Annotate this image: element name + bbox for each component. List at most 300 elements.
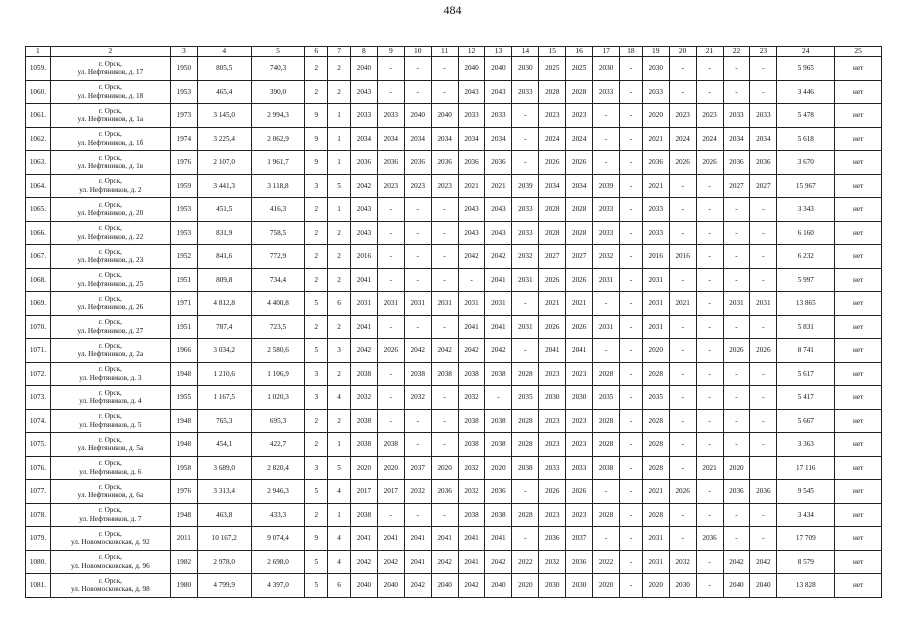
work-year-cell: 2030 <box>539 386 566 410</box>
table-row <box>26 433 882 457</box>
column-number-20: 20 <box>669 47 696 57</box>
work-year-cell: 2040 <box>431 574 458 598</box>
address-cell <box>50 198 170 222</box>
total-cost: 5 617 <box>777 362 835 386</box>
work-year-cell: 2035 <box>512 386 539 410</box>
work-year-cell: 2036 <box>485 480 512 504</box>
address-street: ул. Нефтяников, д. 2 <box>79 185 142 194</box>
work-year-cell: - <box>404 245 431 269</box>
work-year-cell: 2040 <box>750 574 777 598</box>
work-year-cell: - <box>696 245 723 269</box>
work-year-cell: - <box>431 245 458 269</box>
row-number: 1079. <box>26 527 51 551</box>
work-year-cell: 2038 <box>458 433 485 457</box>
floors: 2 <box>305 315 328 339</box>
row-number: 1068. <box>26 268 51 292</box>
work-year-cell: 2023 <box>566 362 593 386</box>
build-year: 1952 <box>170 245 197 269</box>
work-year-cell: 2033 <box>350 104 377 128</box>
floors: 2 <box>305 57 328 81</box>
work-year-cell: - <box>669 409 696 433</box>
column-number-4: 4 <box>197 47 251 57</box>
row-number: 1070. <box>26 315 51 339</box>
work-year-cell: - <box>377 386 404 410</box>
work-year-cell: - <box>620 315 643 339</box>
work-year-cell: 2023 <box>539 503 566 527</box>
flag-cell: нет <box>835 104 882 128</box>
work-year-cell: 2025 <box>539 57 566 81</box>
column-number-18: 18 <box>620 47 643 57</box>
row-number: 1069. <box>26 292 51 316</box>
work-year-cell: 2020 <box>485 456 512 480</box>
entrances: 1 <box>328 127 351 151</box>
work-year-cell: 2043 <box>485 221 512 245</box>
build-year: 1973 <box>170 104 197 128</box>
work-year-cell: - <box>750 386 777 410</box>
entrances: 2 <box>328 245 351 269</box>
table-row <box>26 315 882 339</box>
work-year-cell: 2032 <box>404 386 431 410</box>
work-year-cell: 2020 <box>377 456 404 480</box>
work-year-cell: 2028 <box>642 456 669 480</box>
build-year: 1958 <box>170 456 197 480</box>
work-year-cell: - <box>404 57 431 81</box>
floors: 9 <box>305 127 328 151</box>
address-street: ул. Нефтяников, д. 1в <box>77 162 144 171</box>
floors: 2 <box>305 503 328 527</box>
build-year: 1950 <box>170 57 197 81</box>
address-cell <box>50 151 170 175</box>
work-year-cell: 2021 <box>642 480 669 504</box>
build-year: 1976 <box>170 151 197 175</box>
address-cell <box>50 245 170 269</box>
work-year-cell: 2020 <box>642 339 669 363</box>
work-year-cell: 2032 <box>539 550 566 574</box>
address-cell <box>50 480 170 504</box>
work-year-cell: - <box>696 315 723 339</box>
address-city: г. Орск, <box>98 177 122 186</box>
table-body <box>26 57 882 598</box>
work-year-cell: 2033 <box>539 456 566 480</box>
work-year-cell: - <box>696 174 723 198</box>
column-number-17: 17 <box>593 47 620 57</box>
work-year-cell: 2020 <box>723 456 750 480</box>
work-year-cell: 2023 <box>566 104 593 128</box>
floors: 3 <box>305 174 328 198</box>
work-year-cell: - <box>723 57 750 81</box>
table-row <box>26 104 882 128</box>
work-year-cell: 2041 <box>485 527 512 551</box>
address-street: ул. Нефтяников, д. 7 <box>79 514 142 523</box>
address-city: г. Орск, <box>98 83 122 92</box>
work-year-cell: 2031 <box>377 292 404 316</box>
work-year-cell: 2032 <box>593 245 620 269</box>
work-year-cell: - <box>750 245 777 269</box>
total-area: 805,5 <box>197 57 251 81</box>
work-year-cell: - <box>593 527 620 551</box>
work-year-cell: 2040 <box>377 574 404 598</box>
work-year-cell: 2036 <box>404 151 431 175</box>
work-year-cell: 2031 <box>512 268 539 292</box>
work-year-cell: - <box>669 80 696 104</box>
work-year-cell: - <box>620 362 643 386</box>
living-area: 734,4 <box>251 268 305 292</box>
work-year-cell: 2043 <box>458 80 485 104</box>
work-year-cell: 2042 <box>350 174 377 198</box>
work-year-cell: - <box>723 527 750 551</box>
flag-cell: нет <box>835 456 882 480</box>
work-year-cell: - <box>377 245 404 269</box>
row-number: 1080. <box>26 550 51 574</box>
address-city: г. Орск, <box>98 388 122 397</box>
build-year: 1974 <box>170 127 197 151</box>
work-year-cell: 2022 <box>512 550 539 574</box>
work-year-cell: 2043 <box>458 198 485 222</box>
work-year-cell: 2036 <box>642 151 669 175</box>
flag-cell: нет <box>835 480 882 504</box>
table-row <box>26 480 882 504</box>
work-year-cell: 2032 <box>458 480 485 504</box>
total-area: 451,5 <box>197 198 251 222</box>
address-cell <box>50 574 170 598</box>
work-year-cell: 2033 <box>593 221 620 245</box>
flag-cell: нет <box>835 80 882 104</box>
work-year-cell: - <box>593 127 620 151</box>
address-street: ул. Нефтяников, д. 25 <box>77 279 144 288</box>
column-number-9: 9 <box>377 47 404 57</box>
work-year-cell: 2028 <box>566 221 593 245</box>
work-year-cell: 2036 <box>377 151 404 175</box>
work-year-cell: - <box>620 57 643 81</box>
work-year-cell: 2038 <box>350 362 377 386</box>
work-year-cell: 2023 <box>539 433 566 457</box>
entrances: 2 <box>328 315 351 339</box>
address-cell <box>50 104 170 128</box>
row-number: 1060. <box>26 80 51 104</box>
living-area: 758,5 <box>251 221 305 245</box>
row-number: 1078. <box>26 503 51 527</box>
work-year-cell: 2023 <box>566 433 593 457</box>
build-year: 1953 <box>170 198 197 222</box>
column-number-24: 24 <box>777 47 835 57</box>
work-year-cell: 2026 <box>566 268 593 292</box>
work-year-cell: 2043 <box>350 198 377 222</box>
living-area: 1 020,3 <box>251 386 305 410</box>
work-year-cell: 2042 <box>723 550 750 574</box>
living-area: 4 397,0 <box>251 574 305 598</box>
address-city: г. Орск, <box>98 59 122 68</box>
work-year-cell: 2032 <box>350 386 377 410</box>
work-year-cell: 2034 <box>377 127 404 151</box>
work-year-cell: - <box>723 268 750 292</box>
work-year-cell: - <box>593 292 620 316</box>
address-street: ул. Нефтяников, д. 17 <box>77 68 144 77</box>
work-year-cell: - <box>669 527 696 551</box>
work-year-cell: 2026 <box>566 315 593 339</box>
address-street: ул. Нефтяников, д. 5а <box>77 444 144 453</box>
work-year-cell: - <box>458 268 485 292</box>
address-street: ул. Нефтяников, д. 23 <box>77 256 144 265</box>
work-year-cell: 2017 <box>350 480 377 504</box>
work-year-cell: - <box>620 527 643 551</box>
row-number: 1064. <box>26 174 51 198</box>
column-number-22: 22 <box>723 47 750 57</box>
work-year-cell: 2033 <box>512 221 539 245</box>
floors: 3 <box>305 456 328 480</box>
work-year-cell: 2030 <box>566 574 593 598</box>
work-year-cell: 2031 <box>642 315 669 339</box>
address-city: г. Орск, <box>98 435 122 444</box>
work-year-cell: - <box>512 527 539 551</box>
work-year-cell: 2032 <box>458 456 485 480</box>
work-year-cell: 2037 <box>566 527 593 551</box>
table-row <box>26 221 882 245</box>
flag-cell: нет <box>835 574 882 598</box>
work-year-cell: 2027 <box>566 245 593 269</box>
work-year-cell: - <box>696 339 723 363</box>
work-year-cell: - <box>431 80 458 104</box>
address-street: ул. Нефтяников, д. 1б <box>77 138 144 147</box>
work-year-cell: - <box>620 80 643 104</box>
work-year-cell: 2040 <box>485 574 512 598</box>
work-year-cell: 2021 <box>458 174 485 198</box>
work-year-cell: - <box>696 268 723 292</box>
living-area: 1 106,9 <box>251 362 305 386</box>
address-street: ул. Нефтяников, д. 26 <box>77 303 144 312</box>
address-street: ул. Нефтяников, д. 20 <box>77 209 144 218</box>
living-area: 2 580,6 <box>251 339 305 363</box>
work-year-cell: 2031 <box>642 527 669 551</box>
work-year-cell: 2023 <box>539 104 566 128</box>
address-city: г. Орск, <box>98 459 122 468</box>
work-year-cell: 2026 <box>669 151 696 175</box>
address-cell <box>50 503 170 527</box>
work-year-cell: 2040 <box>404 104 431 128</box>
work-year-cell: - <box>620 174 643 198</box>
work-year-cell: - <box>750 198 777 222</box>
work-year-cell: 2036 <box>431 151 458 175</box>
flag-cell: нет <box>835 245 882 269</box>
work-year-cell: - <box>669 221 696 245</box>
address-cell <box>50 456 170 480</box>
build-year: 1948 <box>170 433 197 457</box>
flag-cell: нет <box>835 151 882 175</box>
work-year-cell: 2026 <box>566 151 593 175</box>
work-year-cell: 2033 <box>642 221 669 245</box>
total-area: 463,8 <box>197 503 251 527</box>
work-year-cell: 2042 <box>350 339 377 363</box>
work-year-cell: - <box>750 362 777 386</box>
work-year-cell: 2028 <box>566 198 593 222</box>
build-year: 1951 <box>170 268 197 292</box>
work-year-cell: 2026 <box>723 339 750 363</box>
floors: 2 <box>305 198 328 222</box>
work-year-cell: 2026 <box>696 151 723 175</box>
work-year-cell: 2040 <box>485 57 512 81</box>
total-cost: 5 618 <box>777 127 835 151</box>
address-street: ул. Нефтяников, д. 6 <box>79 467 142 476</box>
work-year-cell: - <box>696 198 723 222</box>
work-year-cell: - <box>723 221 750 245</box>
column-number-10: 10 <box>404 47 431 57</box>
address-cell <box>50 386 170 410</box>
entrances: 1 <box>328 104 351 128</box>
build-year: 1953 <box>170 221 197 245</box>
work-year-cell: - <box>620 503 643 527</box>
floors: 9 <box>305 104 328 128</box>
column-number-23: 23 <box>750 47 777 57</box>
living-area: 2 698,0 <box>251 550 305 574</box>
floors: 2 <box>305 268 328 292</box>
work-year-cell: - <box>620 339 643 363</box>
build-year: 1951 <box>170 315 197 339</box>
work-year-cell: 2041 <box>350 527 377 551</box>
work-year-cell: 2021 <box>566 292 593 316</box>
work-year-cell: 2033 <box>512 80 539 104</box>
work-year-cell: 2033 <box>377 104 404 128</box>
work-year-cell: - <box>620 409 643 433</box>
work-year-cell: - <box>723 315 750 339</box>
flag-cell: нет <box>835 57 882 81</box>
work-year-cell: 2026 <box>377 339 404 363</box>
build-year: 1966 <box>170 339 197 363</box>
address-cell <box>50 57 170 81</box>
table-row <box>26 574 882 598</box>
work-year-cell: - <box>377 57 404 81</box>
build-year: 2011 <box>170 527 197 551</box>
address-cell <box>50 221 170 245</box>
work-year-cell: 2040 <box>431 104 458 128</box>
build-year: 1955 <box>170 386 197 410</box>
work-year-cell: - <box>431 315 458 339</box>
work-year-cell: 2033 <box>593 198 620 222</box>
work-year-cell: - <box>750 57 777 81</box>
work-year-cell: 2042 <box>350 550 377 574</box>
work-year-cell: - <box>593 104 620 128</box>
work-year-cell: - <box>723 503 750 527</box>
address-cell <box>50 127 170 151</box>
column-number-2: 2 <box>50 47 170 57</box>
floors: 3 <box>305 386 328 410</box>
work-year-cell: - <box>750 409 777 433</box>
work-year-cell: - <box>696 362 723 386</box>
work-year-cell: 2023 <box>404 174 431 198</box>
living-area: 416,3 <box>251 198 305 222</box>
work-year-cell: 2036 <box>431 480 458 504</box>
work-year-cell: - <box>404 503 431 527</box>
work-year-cell: 2023 <box>566 503 593 527</box>
total-cost: 13 865 <box>777 292 835 316</box>
address-cell <box>50 174 170 198</box>
table-row <box>26 339 882 363</box>
work-year-cell: 2037 <box>404 456 431 480</box>
work-year-cell: - <box>696 574 723 598</box>
work-year-cell: - <box>431 386 458 410</box>
work-year-cell: 2023 <box>377 174 404 198</box>
work-year-cell: - <box>593 339 620 363</box>
work-year-cell: 2034 <box>750 127 777 151</box>
total-area: 1 210,6 <box>197 362 251 386</box>
work-year-cell: 2043 <box>458 221 485 245</box>
work-year-cell: - <box>377 503 404 527</box>
address-street: ул. Нефтяников, д. 27 <box>77 326 144 335</box>
total-cost: 17 709 <box>777 527 835 551</box>
work-year-cell: 2041 <box>404 527 431 551</box>
work-year-cell: - <box>377 362 404 386</box>
work-year-cell: 2027 <box>723 174 750 198</box>
entrances: 1 <box>328 433 351 457</box>
column-number-25: 25 <box>835 47 882 57</box>
work-year-cell: 2036 <box>458 151 485 175</box>
table-row <box>26 503 882 527</box>
work-year-cell: 2036 <box>750 151 777 175</box>
column-number-1: 1 <box>26 47 51 57</box>
floors: 5 <box>305 574 328 598</box>
total-cost: 5 417 <box>777 386 835 410</box>
column-number-11: 11 <box>431 47 458 57</box>
table-row <box>26 527 882 551</box>
work-year-cell: 2038 <box>431 362 458 386</box>
work-year-cell: - <box>512 480 539 504</box>
work-year-cell: 2032 <box>512 245 539 269</box>
work-year-cell: 2023 <box>539 362 566 386</box>
entrances: 4 <box>328 527 351 551</box>
work-year-cell: 2021 <box>696 456 723 480</box>
work-year-cell: 2034 <box>485 127 512 151</box>
total-area: 831,9 <box>197 221 251 245</box>
address-street: ул. Новомосковская, д. 92 <box>70 538 150 547</box>
work-year-cell: 2028 <box>566 80 593 104</box>
address-city: г. Орск, <box>98 271 122 280</box>
work-year-cell: - <box>696 57 723 81</box>
flag-cell: нет <box>835 174 882 198</box>
address-street: ул. Нефтяников, д. 22 <box>77 232 144 241</box>
work-year-cell: 2042 <box>485 339 512 363</box>
work-year-cell: 2028 <box>512 362 539 386</box>
address-street: ул. Нефтяников, д. 2а <box>77 350 144 359</box>
work-year-cell: 2033 <box>593 80 620 104</box>
work-year-cell: 2036 <box>566 550 593 574</box>
entrances: 2 <box>328 57 351 81</box>
work-year-cell: 2034 <box>566 174 593 198</box>
work-year-cell: 2028 <box>642 503 669 527</box>
work-year-cell: 2036 <box>485 151 512 175</box>
work-year-cell: - <box>723 245 750 269</box>
work-year-cell: 2016 <box>669 245 696 269</box>
work-year-cell: - <box>750 268 777 292</box>
work-year-cell: 2043 <box>350 221 377 245</box>
entrances: 6 <box>328 292 351 316</box>
total-cost: 3 343 <box>777 198 835 222</box>
work-year-cell: - <box>669 362 696 386</box>
flag-cell: нет <box>835 550 882 574</box>
work-year-cell: 2031 <box>593 268 620 292</box>
address-city: г. Орск, <box>98 529 122 538</box>
total-area: 4 799,9 <box>197 574 251 598</box>
work-year-cell: 2027 <box>750 174 777 198</box>
work-year-cell: - <box>620 245 643 269</box>
table-row <box>26 409 882 433</box>
column-number-14: 14 <box>512 47 539 57</box>
work-year-cell: 2027 <box>539 245 566 269</box>
work-year-cell: 2026 <box>566 480 593 504</box>
flag-cell: нет <box>835 433 882 457</box>
address-city: г. Орск, <box>98 412 122 421</box>
work-year-cell: 2035 <box>642 386 669 410</box>
address-street: ул. Новомосковская, д. 98 <box>70 585 150 594</box>
work-year-cell: - <box>620 104 643 128</box>
column-number-16: 16 <box>566 47 593 57</box>
